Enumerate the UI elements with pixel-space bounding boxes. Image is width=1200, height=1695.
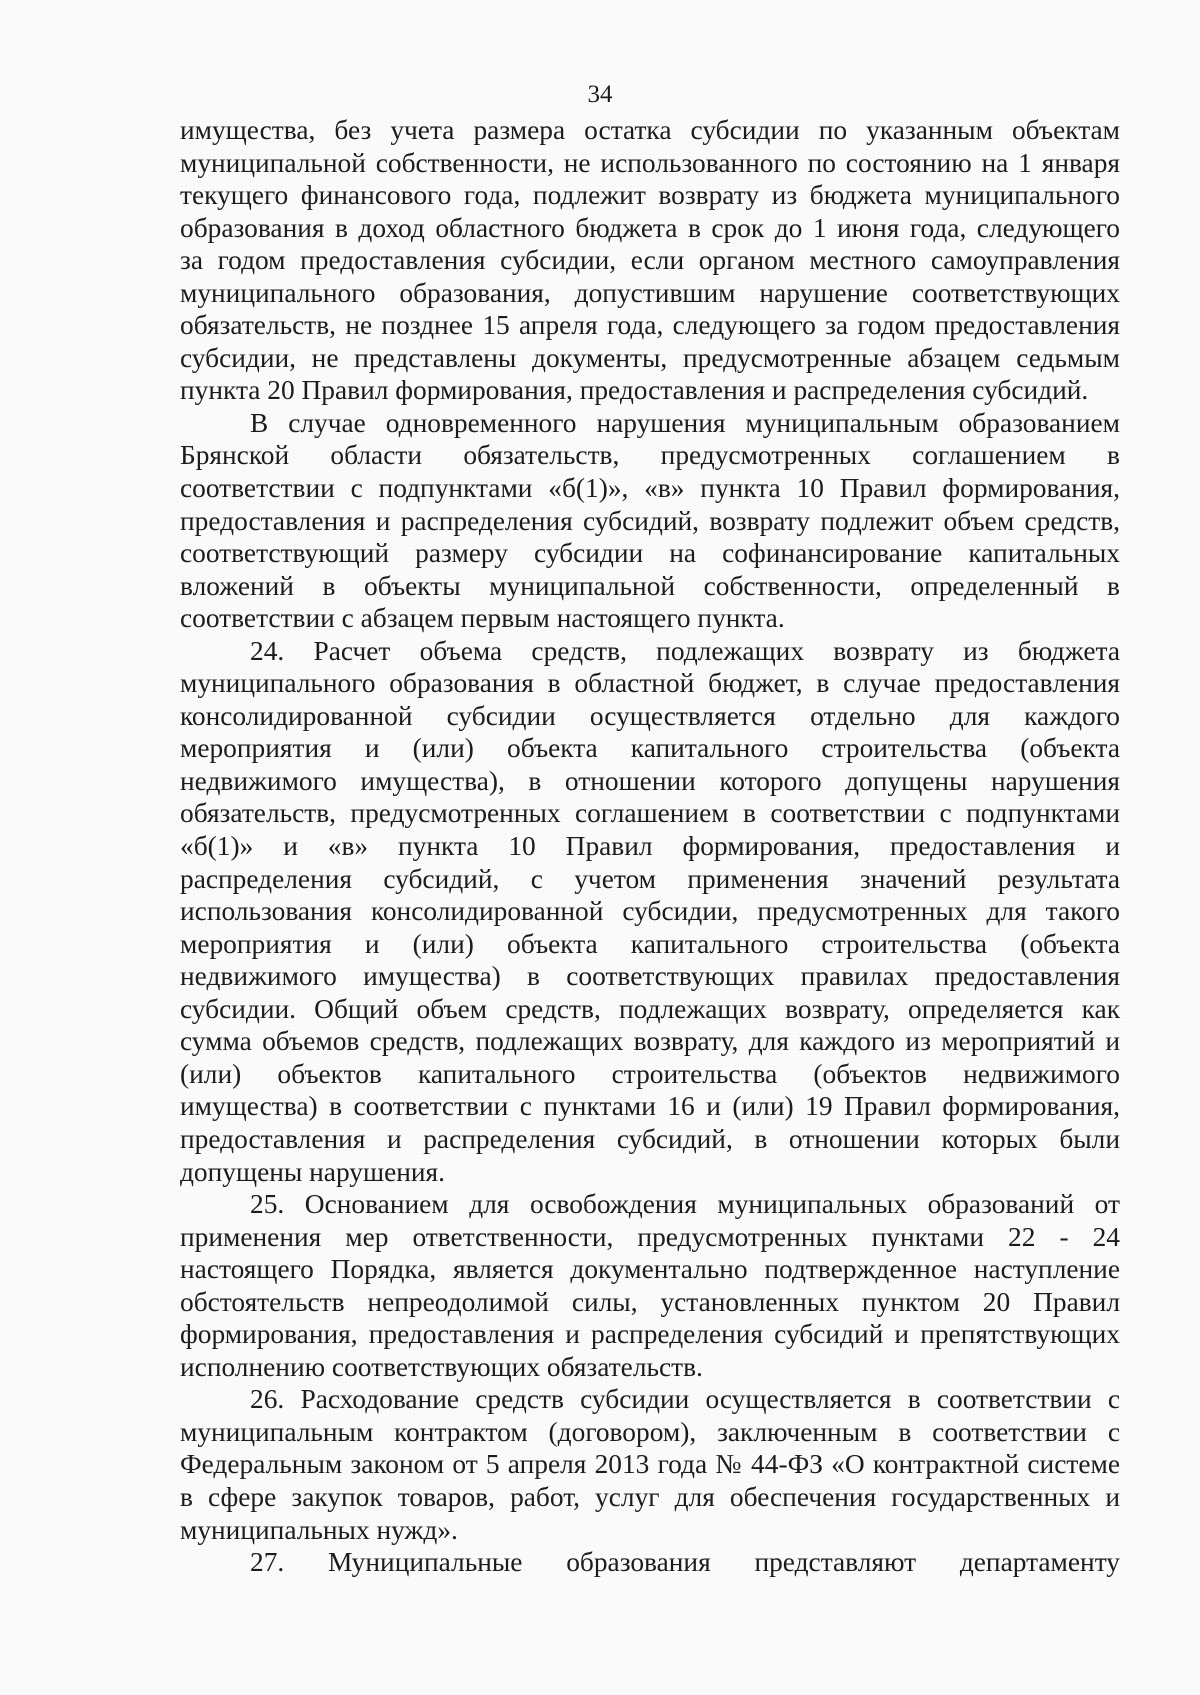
text-line: «б(1)» и «в» пункта 10 Правил формирования, предоставления и [180, 831, 1120, 862]
text-line: субсидии, не представлены документы, предусмотренные абзацем седьмым [180, 342, 1120, 373]
text-line: сумма объемов средств, подлежащих возврату, для каждого из мероприятий и [180, 1026, 1120, 1057]
text-line: недвижимого имущества) в соответствующих правилах предоставления [180, 961, 1120, 992]
text-line: имущества, без учета размера остатка субсидии по указанным объектам [180, 115, 1120, 145]
text-line: предоставления и распределения субсидий, возврату подлежит объем средств, [180, 505, 1120, 536]
text-line: вложений в объекты муниципальной собственности, определенный в [180, 570, 1120, 601]
text-line: консолидированной субсидии осуществляется отдельно для каждого [180, 700, 1120, 731]
page-number: 34 [587, 81, 613, 108]
text-line: мероприятия и (или) объекта капитального строительства (объекта [180, 928, 1120, 959]
text-line: муниципальной собственности, не использованного по состоянию на 1 января [180, 147, 1120, 178]
text-line: муниципальным контрактом (договором), заключенным в соответствии с [180, 1416, 1120, 1447]
text-line: субсидии. Общий объем средств, подлежащих возврату, определяется как [180, 993, 1120, 1024]
text-line: текущего финансового года, подлежит возврату из бюджета муниципального [180, 180, 1120, 211]
text-line: недвижимого имущества), в отношении которого допущены нарушения [180, 765, 1120, 796]
text-line: предоставления и распределения субсидий, в отношении которых были [180, 1123, 1120, 1154]
text-line: пункта 20 Правил формирования, предоставления и распределения субсидий. [180, 375, 1089, 406]
text-line: соответствии с подпунктами «б(1)», «в» пункта 10 Правил формирования, [180, 473, 1120, 504]
text-line: использования консолидированной субсидии, предусмотренных для такого [180, 896, 1120, 927]
text-line: мероприятия и (или) объекта капитального строительства (объекта [180, 733, 1120, 764]
text-line: 27. Муниципальные образования представляют департаменту [250, 1547, 1120, 1578]
text-line: соответствующий размеру субсидии на софинансирование капитальных [180, 538, 1120, 569]
text-line: 24. Расчет объема средств, подлежащих возврату из бюджета [250, 635, 1120, 666]
text-line: Брянской области обязательств, предусмотренных соглашением в [180, 440, 1120, 471]
text-line: распределения субсидий, с учетом применения значений результата [180, 863, 1120, 894]
text-line: Федеральным законом от 5 апреля 2013 года № 44-ФЗ «О контрактной системе [180, 1449, 1120, 1480]
text-line: формирования, предоставления и распределения субсидий и препятствующих [180, 1319, 1120, 1350]
text-line: обязательств, не позднее 15 апреля года, следующего за годом предоставления [180, 310, 1120, 341]
text-line: 26. Расходование средств субсидии осуществляется в соответствии с [250, 1384, 1120, 1415]
text-line: В случае одновременного нарушения муниципальным образованием [250, 407, 1120, 438]
text-line: муниципального образования, допустившим нарушение соответствующих [180, 277, 1120, 308]
text-line: в сфере закупок товаров, работ, услуг для обеспечения государственных и [180, 1481, 1120, 1512]
text-line: муниципального образования в областной бюджет, в случае предоставления [180, 668, 1120, 699]
text-line: исполнению соответствующих обязательств. [180, 1351, 703, 1382]
text-line: применения мер ответственности, предусмотренных пунктами 22 - 24 [180, 1221, 1120, 1252]
text-line: допущены нарушения. [180, 1156, 445, 1187]
text-line: муниципальных нужд». [180, 1514, 458, 1545]
text-line: соответствии с абзацем первым настоящего пункта. [180, 603, 785, 634]
text-line: (или) объектов капитального строительства (объектов недвижимого [180, 1058, 1120, 1089]
document-body [180, 114, 1120, 1579]
text-line: образования в доход областного бюджета в срок до 1 июня года, следующего [180, 212, 1120, 243]
text-line: имущества) в соответствии с пунктами 16 и (или) 19 Правил формирования, [180, 1091, 1120, 1122]
text-line: 25. Основанием для освобождения муниципальных образований от [250, 1189, 1120, 1220]
text-line: настоящего Порядка, является документально подтвержденное наступление [180, 1254, 1120, 1285]
text-line: обстоятельств непреодолимой силы, установленных пунктом 20 Правил [180, 1286, 1120, 1317]
text-line: обязательств, предусмотренных соглашением в соответствии с подпунктами [180, 798, 1120, 829]
text-line: за годом предоставления субсидии, если органом местного самоуправления [180, 245, 1120, 276]
